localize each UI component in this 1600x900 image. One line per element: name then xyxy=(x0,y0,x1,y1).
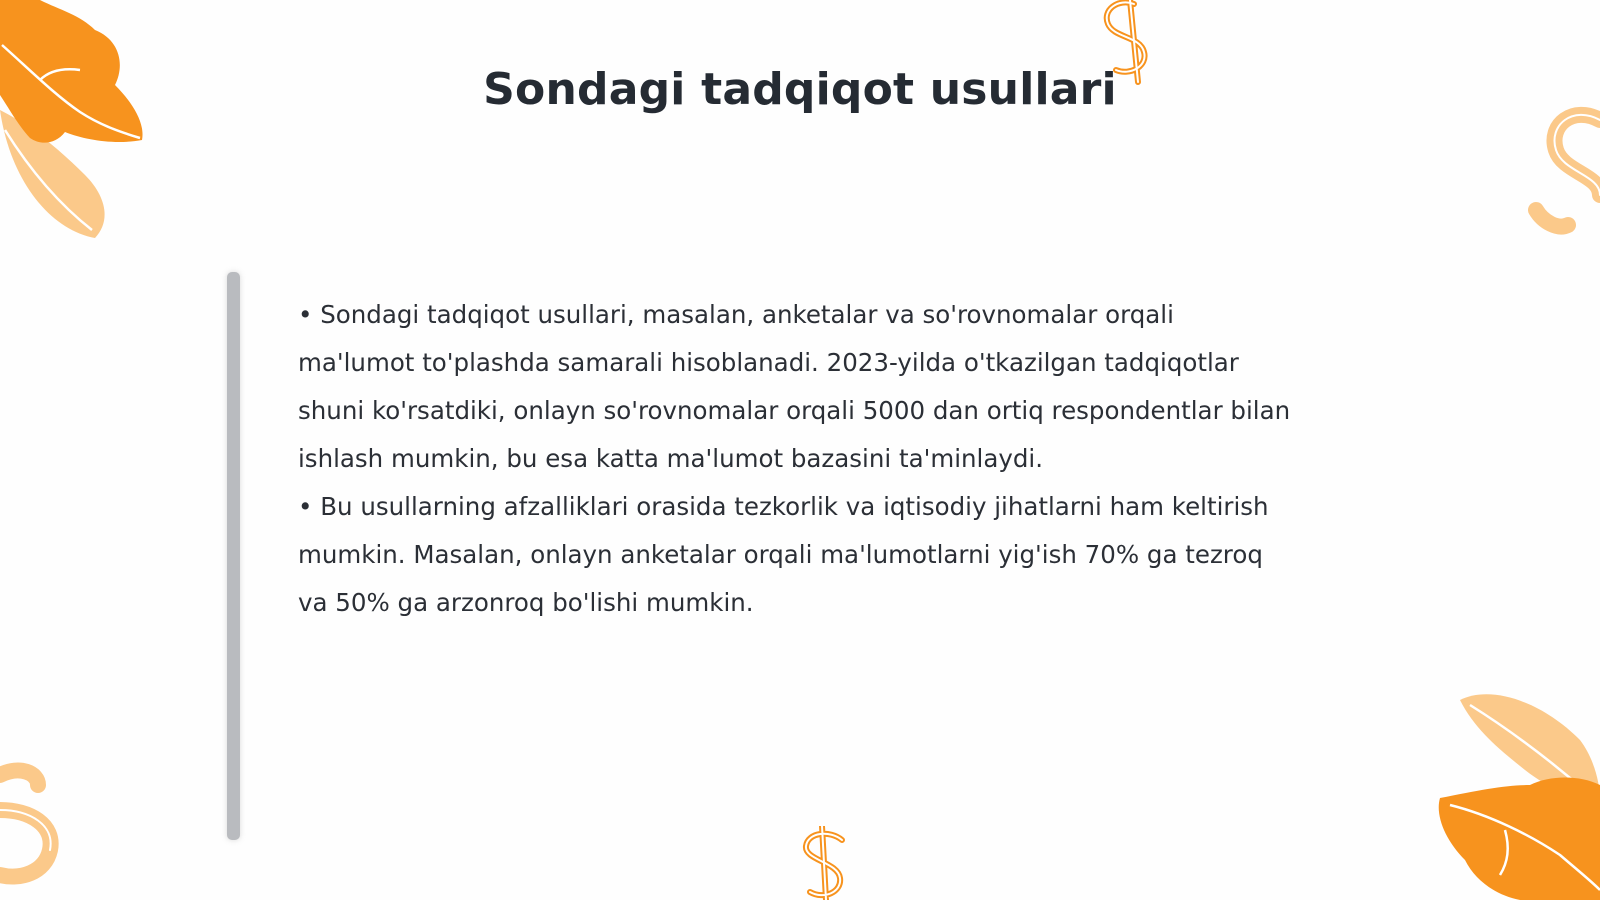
leaf-icon-bottom-right xyxy=(1430,690,1600,900)
slide-title: Sondagi tadqiqot usullari xyxy=(483,64,1117,115)
dollar-sign-icon-bottom-center xyxy=(790,826,860,900)
body-text xyxy=(298,291,1298,627)
accent-bar xyxy=(227,272,240,840)
bullet-item-2: • Bu usullarning afzalliklari orasida tezkorlik va iqtisodiy jihatlarni ham keltirish mumkin. Masalan, onlayn anketalar orqali ma'lumotlarni yig'ish 70% ga tezroq va 50% ga arzonroq bo'lishi mumkin. xyxy=(298,492,1269,617)
leaf-icon-top-left xyxy=(0,0,160,250)
bullet-item-1: • Sondagi tadqiqot usullari, masalan, anketalar va so'rovnomalar orqali ma'lumot to'plashda samarali hisoblanadi. 2023-yilda o'tkazilgan tadqiqotlar shuni ko'rsatdiki, onlayn so'rovnomalar orqali 5000 dan ortiq respondentlar bilan ishlash mumkin, bu esa katta ma'lumot bazasini ta'minlaydi. xyxy=(298,300,1291,473)
dollar-sign-icon-right xyxy=(1528,100,1600,245)
dollar-sign-icon-bottom-left xyxy=(0,755,70,900)
